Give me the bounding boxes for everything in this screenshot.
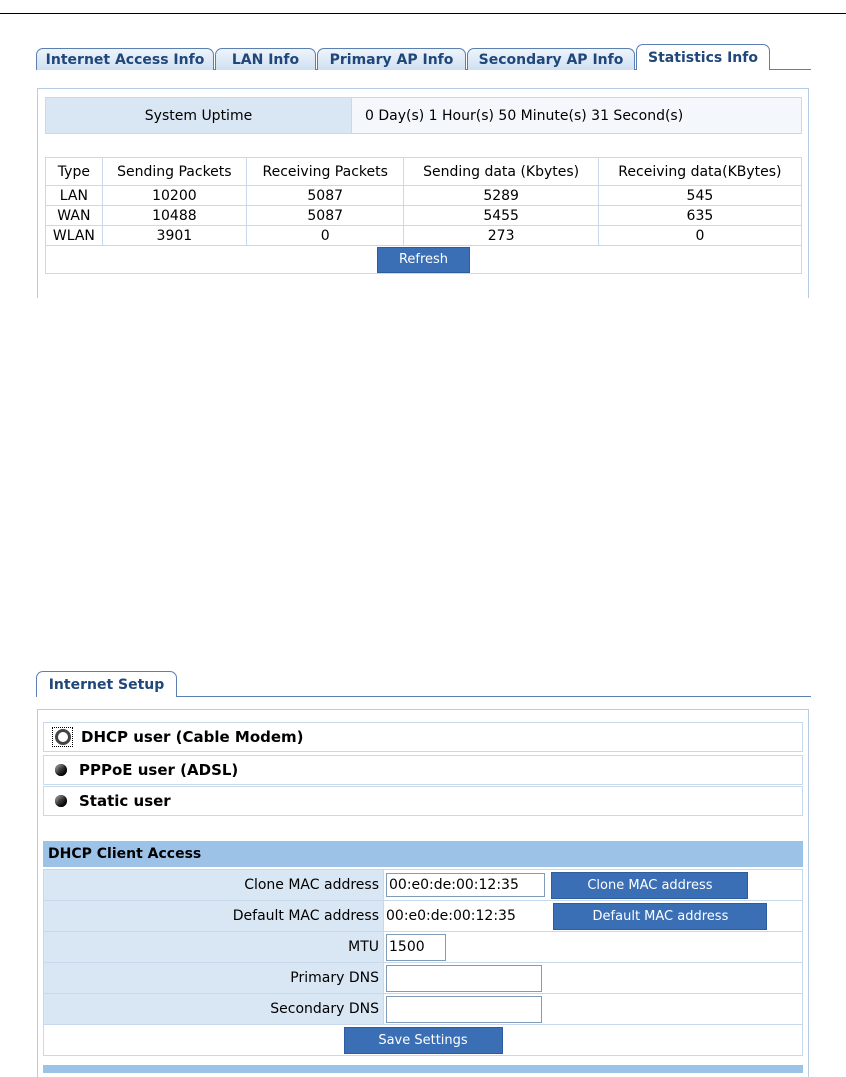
tab-label: Primary AP Info (329, 52, 454, 68)
clone-mac-field-cell (384, 870, 803, 901)
tab-statistics-info[interactable] (636, 44, 770, 70)
uptime-table (45, 97, 802, 134)
cell-type: WLAN (46, 226, 103, 246)
tab-label: Internet Setup (48, 677, 165, 693)
statistics-table (45, 157, 802, 274)
refresh-button[interactable]: Refresh (377, 247, 470, 273)
radio-unselected-icon[interactable] (55, 764, 67, 776)
primary-dns-input[interactable] (386, 965, 542, 992)
cell-sending-data: 5289 (404, 186, 598, 206)
top-divider (0, 13, 846, 14)
col-receiving-packets-header: Receiving Packets (246, 158, 403, 186)
mtu-label: MTU (44, 932, 384, 963)
uptime-value: 0 Day(s) 1 Hour(s) 50 Minute(s) 31 Second(s) (352, 98, 802, 134)
save-settings-button[interactable]: Save Settings (344, 1027, 503, 1054)
default-mac-label: Default MAC address (44, 901, 384, 932)
tab-label: Secondary AP Info (478, 52, 624, 68)
refresh-cell (46, 246, 802, 274)
table-row (46, 206, 802, 226)
col-type-header: Type (46, 158, 103, 186)
dhcp-section-header: DHCP Client Access (43, 841, 803, 867)
cell-sending-packets: 10488 (102, 206, 246, 226)
col-sending-packets-header: Sending Packets (102, 158, 246, 186)
table-row (46, 226, 802, 246)
table-row (46, 186, 802, 206)
col-sending-data-header: Sending data (Kbytes) (404, 158, 598, 186)
clone-mac-button[interactable]: Clone MAC address (551, 872, 748, 899)
cell-receiving-data: 545 (598, 186, 801, 206)
tab-secondary-ap-info[interactable] (467, 48, 635, 70)
cell-receiving-packets: 5087 (246, 186, 403, 206)
dhcp-form (43, 869, 803, 1056)
mtu-input[interactable] (386, 934, 446, 961)
status-tab-bar (36, 44, 811, 70)
form-row-clone-mac (44, 870, 803, 901)
secondary-dns-field-cell (384, 994, 803, 1025)
cell-sending-data: 5455 (404, 206, 598, 226)
form-row-primary-dns (44, 963, 803, 994)
tab-label: LAN Info (231, 52, 300, 68)
statistics-header-row (46, 158, 802, 186)
tab-label: Statistics Info (648, 50, 758, 66)
cell-receiving-packets: 0 (246, 226, 403, 246)
form-row-mtu (44, 932, 803, 963)
bottom-bar (43, 1065, 803, 1073)
refresh-row (46, 246, 802, 274)
clone-mac-input[interactable] (386, 873, 545, 897)
connection-option-label: DHCP user (Cable Modem) (81, 728, 304, 746)
save-cell (44, 1025, 803, 1056)
secondary-dns-input[interactable] (386, 996, 542, 1023)
cell-type: WAN (46, 206, 103, 226)
connection-option-label: Static user (79, 792, 171, 810)
connection-option-static[interactable] (43, 786, 803, 816)
col-receiving-data-header: Receiving data(KBytes) (598, 158, 801, 186)
form-row-secondary-dns (44, 994, 803, 1025)
connection-option-dhcp[interactable] (43, 722, 803, 752)
tab-primary-ap-info[interactable] (317, 48, 466, 70)
mtu-field-cell (384, 932, 803, 963)
uptime-label: System Uptime (46, 98, 352, 134)
form-row-save (44, 1025, 803, 1056)
tab-internet-setup[interactable] (36, 671, 177, 697)
primary-dns-field-cell (384, 963, 803, 994)
cell-receiving-data: 0 (598, 226, 801, 246)
form-row-default-mac (44, 901, 803, 932)
cell-sending-packets: 10200 (102, 186, 246, 206)
default-mac-field-cell (384, 901, 803, 932)
primary-dns-label: Primary DNS (44, 963, 384, 994)
secondary-dns-label: Secondary DNS (44, 994, 384, 1025)
tab-lan-info[interactable] (215, 48, 316, 70)
cell-sending-packets: 3901 (102, 226, 246, 246)
setup-tab-bar (36, 671, 811, 697)
cell-sending-data: 273 (404, 226, 598, 246)
connection-option-pppoe[interactable] (43, 755, 803, 785)
cell-type: LAN (46, 186, 103, 206)
cell-receiving-data: 635 (598, 206, 801, 226)
clone-mac-label: Clone MAC address (44, 870, 384, 901)
radio-unselected-icon[interactable] (55, 795, 67, 807)
tab-label: Internet Access Info (45, 52, 205, 68)
tab-internet-access-info[interactable] (36, 48, 214, 70)
connection-option-label: PPPoE user (ADSL) (79, 761, 239, 779)
default-mac-value: 00:e0:de:00:12:35 (386, 908, 516, 924)
focus-outline (53, 728, 72, 746)
default-mac-button[interactable]: Default MAC address (553, 903, 767, 930)
radio-selected-icon[interactable] (55, 729, 71, 745)
cell-receiving-packets: 5087 (246, 206, 403, 226)
